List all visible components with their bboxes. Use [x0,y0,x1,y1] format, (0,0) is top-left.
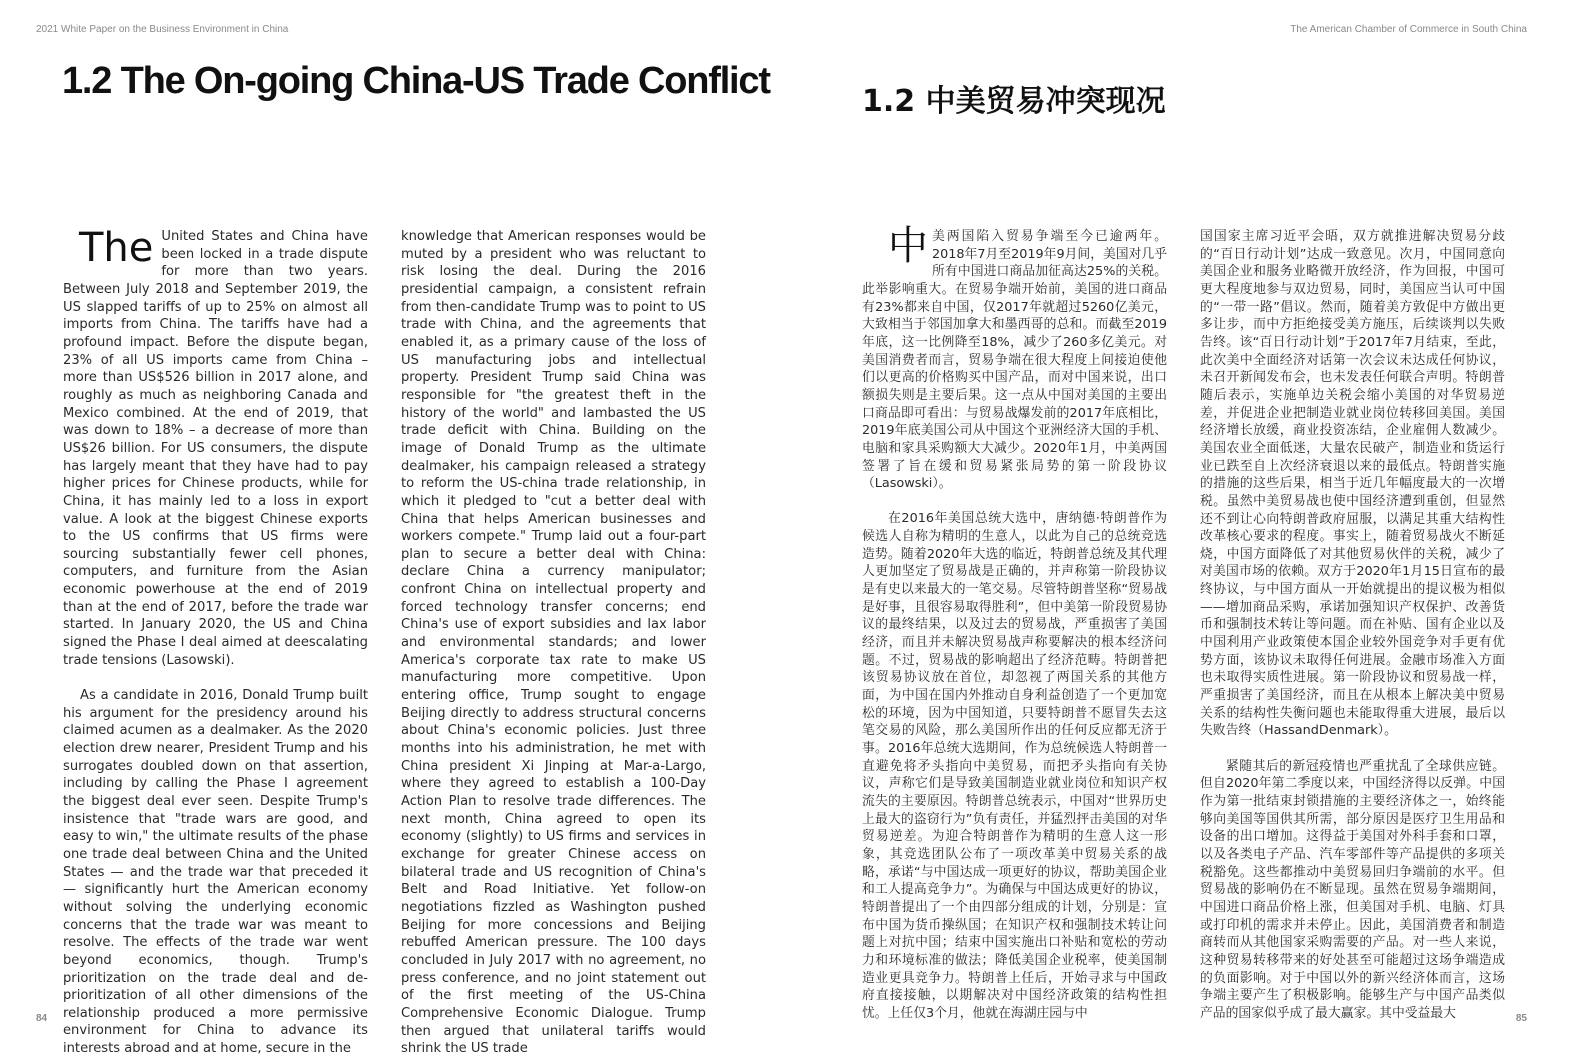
running-header-right: The American Chamber of Commerce in South China [1290,24,1527,35]
en-paragraph-2: As a candidate in 2016, Donald Trump built his argument for the presidency around his claimed acumen as a dealmaker. As the 2020 election drew nearer, President Trump and his surrogates doubled down on that assertion, including by calling the Phase I agreement the biggest deal ever seen. Despite Trump's insistence that "trade wars are good, and easy to win," the ultimate results of the phase one trade deal between China and the United States — and the trade war that preceded it — significantly hurt the American economy without solving the underlying economic concerns that the trade war was meant to resolve. The effects of the trade war went beyond economics, though. Trump's prioritization on the trade deal and de-prioritization of all other dimensions of the relationship produced a more permissive environment for China to advance its interests abroad and at home, secure in the [63,688,368,1057]
zh-paragraph-1-text: 美两国陷入贸易争端至今已逾两年。2018年7月至2019年9月间，美国对几乎所有中国进口商品加征高达25%的关税。此举影响重大。在贸易争端开始前，美国的进口商品有23%都来自中国，仅2017年就超过5260亿美元，大致相当于邻国加拿大和墨西哥的总和。而截至2019年底，这一比例降至18%，减少了260多亿美元。对美国消费者而言，贸易争端在很大程度上间接迫使他们以更高的价格购买中国产品，而对中国来说，出口额损失则是主要后果。这一点从中国对美国的主要出口商品即可看出：与贸易战爆发前的2017年底相比，2019年底美国公司从中国这个亚洲经济大国的手机、电脑和家具采购额大大减少。2020年1月，中美两国签署了旨在缓和贸易紧张局势的第一阶段协议（Lasowski）。 [862,229,1167,492]
english-column-1 [63,225,368,1057]
chinese-column-1 [862,223,1167,1021]
drop-cap-en: The [79,225,154,271]
running-header-left: 2021 White Paper on the Business Environment in China [36,24,289,35]
en-paragraph-1 [63,225,368,669]
section-title-en: 1.2 The On-going China-US Trade Conflict [62,60,770,102]
english-column-2 [401,228,706,1057]
en-paragraph-2-continued: knowledge that American responses would be muted by a president who was reluctant to risk losing the deal. During the 2016 presidential campaign, a consistent refrain from then-candidate Trump was to point to US trade with China, and the agreements that enabled it, as a primary cause of the loss of US manufacturing jobs and intellectual property. President Trump said China was responsible for "the greatest theft in the history of the world" and lambasted the US trade deficit with China. Building on the image of Donald Trump as the ultimate dealmaker, his campaign released a strategy to reform the US-china trade relationship, in which it pledged to "cut a better deal with China that helps American businesses and workers compete." Trump laid out a four-part plan to secure a better deal with China: declare China a currency manipulator; confront China on intellectual property and forced technology transfer concerns; end China's use of export subsidies and lax labor and environmental standards; and lower America's corporate tax rate to make US manufacturing more competitive. Upon entering office, Trump sought to engage Beijing directly to address structural concerns about China's economic policies. Just three months into his administration, he met with China president Xi Jinping at Mar-a-Largo, where they agreed to establish a 100-Day Action Plan to resolve trade differences. The next month, China agreed to open its economy (slightly) to US firms and services in exchange for greater Chinese access on bilateral trade and US recognition of China's Belt and Road Initiative. Yet follow-on negotiations fizzled as Washington pushed Beijing for more concessions and Beijing rebuffed American pressure. The 100 days concluded in July 2017 with no agreement, no press conference, and no joint statement out of the first meeting of the US-China Comprehensive Economic Dialogue. Trump then argued that unilateral tariffs would shrink the US trade [401,229,706,1057]
page-number-right: 85 [1515,1013,1527,1024]
zh-paragraph-2: 在2016年美国总统大选中，唐纳德·特朗普作为候选人自称为精明的生意人，以此为自己的总统竞选造势。随着2020年大选的临近，特朗普总统及其代理人更加坚定了贸易战是正确的，并声称第一阶段协议是有史以来最大的一笔交易。尽管特朗普坚称“贸易战是好事，且很容易取得胜利”，但中美第一阶段贸易协议的最终结果，以及过去的贸易战，严重损害了美国经济，而且并未解决贸易战声称要解决的根本经济问题。不过，贸易战的影响超出了经济范畴。特朗普把该贸易协议放在首位，却忽视了两国关系的其他方面，为中国在国内外推动自身利益创造了一个更加宽松的环境，因为中国知道，只要特朗普不愿冒失去这笔交易的风险，那么美国所作出的任何反应都无济于事。2016年总统大选期间，作为总统候选人特朗普一直避免将矛头指向中美贸易，而把矛头指向有关协议，声称它们是导致美国制造业就业岗位和知识产权流失的主要原因。特朗普总统表示，中国对“世界历史上最大的盗窃行为”负有责任，并猛烈抨击美国的对华贸易逆差。为迎合特朗普作为精明的生意人这一形象，其竞选团队公布了一项改革美中贸易关系的战略，承诺“与中国达成一项更好的协议，帮助美国企业和工人提高竞争力”。为确保与中国达成更好的协议，特朗普提出了一个由四部分组成的计划，分别是：宣布中国为货币操纵国；在知识产权和强制技术转让问题上对抗中国；结束中国实施出口补贴和宽松的劳动力和环境标准的做法；降低美国企业税率，使美国制造业更具竞争力。特朗普上任后，开始寻求与中国政府直接接触，以期解决对中国经济政策的结构性担忧。上任仅3个月，他就在海湖庄园与中 [862,511,1167,1021]
zh-paragraph-2-continued: 国国家主席习近平会晤，双方就推进解决贸易分歧的“百日行动计划”达成一致意见。次月，中国同意向美国企业和服务业略微开放经济，作为回报，中国可更大程度地参与双边贸易，同时，美国应当认可中国的“一带一路”倡议。然而，随着美方敦促中方做出更多让步，而中方拒绝接受美方施压，后续谈判以失败告终。该“百日行动计划”于2017年7月结束，至此，此次美中全面经济对话第一次会议未达成任何协议，未召开新闻发布会，也未发表任何联合声明。特朗普随后表示，实施单边关税会缩小美国的对华贸易逆差，并促进企业把制造业就业岗位转移回美国。美国经济增长放缓，商业投资冻结，企业雇佣人数减少。美国农业全面低迷，大量农民破产，制造业和货运行业已跌至自上次经济衰退以来的最低点。特朗普实施的措施的这些后果，相当于近几年幅度最大的一次增税。虽然中美贸易战也使中国经济遭到重创，但显然还不到让心向特朗普政府屈服，以满足其重大结构性改革核心要求的程度。事实上，随着贸易战火不断延烧，中国方面降低了对其他贸易伙伴的关税，减少了对美国市场的依赖。双方于2020年1月15日宣布的最终协议，与中国方面从一开始就提出的提议极为相似——增加商品采购，承诺加强知识产权保护、改善货币和强制技术转让等问题。而在补贴、国有企业以及中国利用产业政策使本国企业较外国竞争对手更有优势方面，该协议未取得任何进展。金融市场准入方面也未取得实质性进展。第一阶段协议和贸易战一样，严重损害了美国经济，而且在从根本上解决美中贸易关系的结构性失衡问题也未能取得重大进展，最后以失败告终（HassandDenmark）。 [1200,229,1505,739]
section-title-zh: 1.2 中美贸易冲突现况 [862,84,1166,119]
zh-paragraph-1 [862,223,1167,493]
chinese-column-2 [1200,228,1505,1021]
page-number-left: 84 [36,1013,48,1024]
en-paragraph-1-text: United States and China have been locked in a trade dispute for more than two years. Between July 2018 and September 2019, the US slapped tariffs of up to 25% on almost all imports from China. The tariffs have had a profound impact. Before the dispute began, 23% of all US imports came from China – more than US$526 billion in 2017 alone, and roughly as much as neighboring Canada and Mexico combined. At the end of 2019, that was down to 18% – a decrease of more than US$26 billion. For US consumers, the dispute has largely meant that they have had to pay higher prices for Chinese products, while for China, it has mainly led to a loss in export value. A look at the biggest Chinese exports to the US confirms that US firms were sourcing substantially fewer cell phones, computers, and furniture from the Asian economic powerhouse at the end of 2019 than at the end of 2017, before the trade war started. In January 2020, the US and China signed the Phase I deal aimed at deescalating trade tensions (Lasowski). [63,229,368,668]
zh-paragraph-3: 紧随其后的新冠疫情也严重扰乱了全球供应链。但自2020年第二季度以来，中国经济得以反弹。中国作为第一批结束封锁措施的主要经济体之一，始终能够向美国等国供其所需，部分原因是医疗卫生用品和设备的出口增加。这得益于美国对外科手套和口罩，以及各类电子产品、汽车零部件等产品提供的多项关税豁免。这些都推动中美贸易回归争端前的水平。但贸易战的影响仍在不断显现。虽然在贸易争端期间，中国进口商品价格上涨，但美国对手机、电脑、灯具或打印机的需求并未停止。因此，美国消费者和制造商转而从其他国家采购需要的产品。对一些人来说，这种贸易转移带来的好处甚至可能超过这场争端造成的负面影响。对于中国以外的新兴经济体而言，这场争端主要产生了积极影响。能够生产与中国产品类似产品的国家似乎成了最大赢家。其中受益最大 [1200,758,1505,1021]
drop-cap-zh: 中 [888,223,928,269]
